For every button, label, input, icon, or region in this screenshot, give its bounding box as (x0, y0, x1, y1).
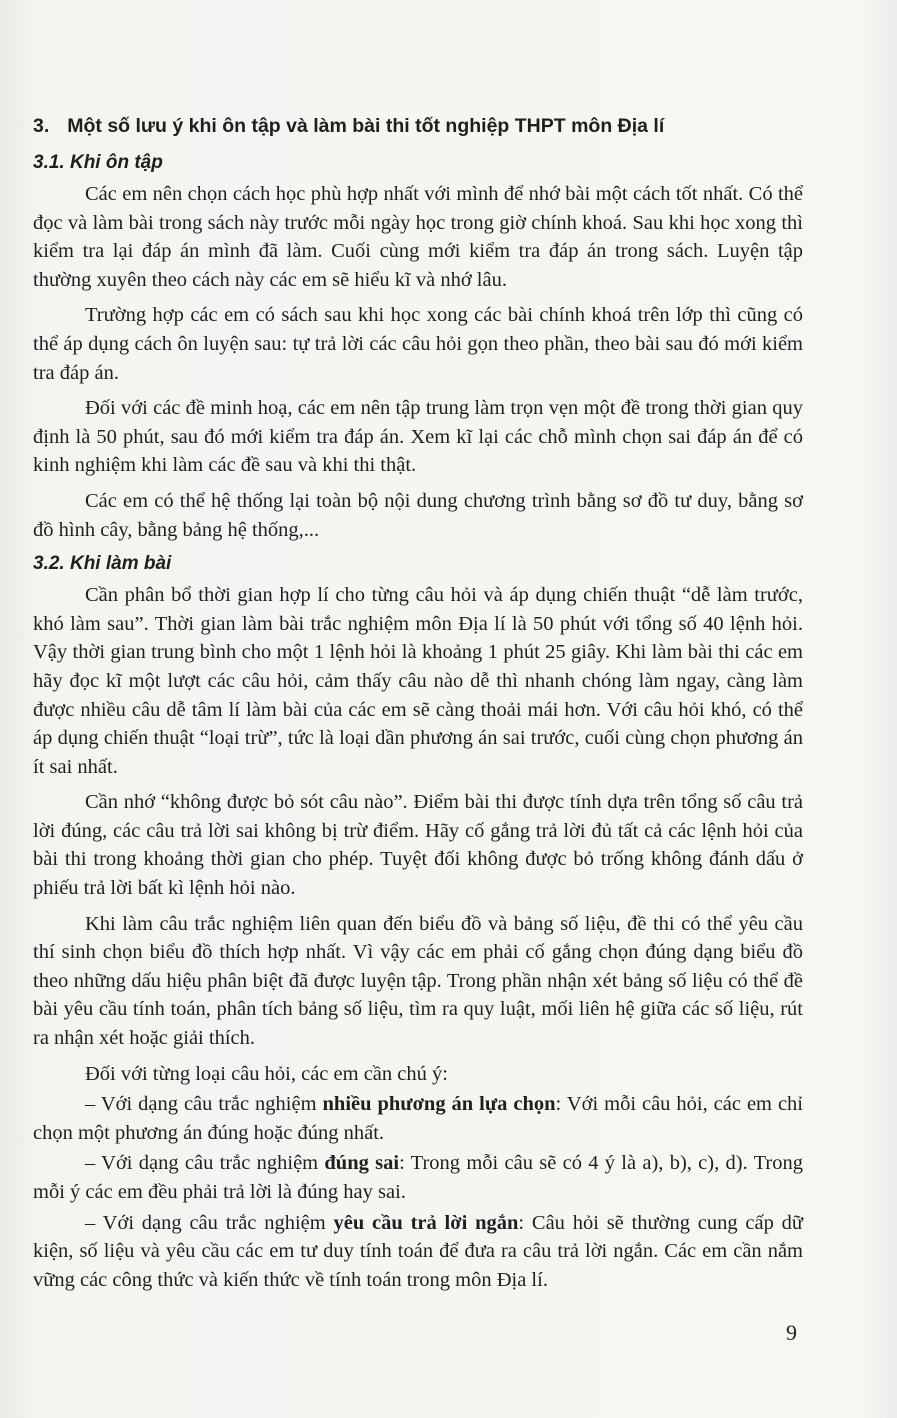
item-text: : Câu hỏi sẽ thường cung cấp dữ kiện, số liệu và yêu cầu các em tư duy tính toán để đưa ra câu trả lời ngắn. Các em cần nắm vững các công thức và kiến thức về tính toán trong môn Địa lí. (33, 1211, 804, 1291)
item-prefix: – Với dạng câu trắc nghiệm (85, 1093, 323, 1116)
question-type-item (33, 1209, 803, 1295)
page-number: 9 (786, 1320, 797, 1345)
question-type-item (33, 1149, 803, 1206)
paragraph: Khi làm câu trắc nghiệm liên quan đến biểu đồ và bảng số liệu, đề thi có thể yêu cầu thí sinh chọn biểu đồ thích hợp nhất. Vì vậy các em phải cố gắng chọn đúng dạng biểu đồ theo những dấu hiệu phân biệt đã được luyện tập. Trong phần nhận xét bảng số liệu có thể đề bài yêu cầu tính toán, phân tích bảng số liệu, tìm ra quy luật, mối liên hệ giữa các số liệu, rút ra nhận xét hoặc giải thích. (33, 912, 803, 1050)
section-number: 3. (33, 115, 50, 137)
item-bold-term: nhiều phương án lựa chọn (322, 1093, 556, 1116)
paragraph: Các em có thể hệ thống lại toàn bộ nội dung chương trình bằng sơ đồ tư duy, bằng sơ đồ hình cây, bằng bảng hệ thống,... (33, 489, 803, 541)
paragraph: Cần phân bổ thời gian hợp lí cho từng câu hỏi và áp dụng chiến thuật “dễ làm trước, khó làm sau”. Thời gian làm bài trắc nghiệm môn Địa lí là 50 phút với tổng số 40 lệnh hỏi. Vậy thời gian trung bình cho một 1 lệnh hỏi là khoảng 1 phút 25 giây. Khi làm bài thi các em hãy đọc kĩ một lượt các câu hỏi, cảm thấy câu nào dễ thì nhanh chóng làm ngay, càng làm được nhiều câu dễ tâm lí làm bài của các em sẽ càng thoải mái hơn. Với câu hỏi khó, có thể áp dụng chiến thuật “loại trừ”, tức là loại dần phương án sai trước, cuối cùng chọn phương án ít sai nhất. (33, 584, 803, 778)
paragraph: Đối với từng loại câu hỏi, các em cần chú ý: (85, 1062, 448, 1085)
item-bold-term: yêu cầu trả lời ngắn (333, 1211, 519, 1234)
question-type-item (33, 1090, 803, 1147)
item-prefix: – Với dạng câu trắc nghiệm (85, 1152, 325, 1175)
item-prefix: – Với dạng câu trắc nghiệm (85, 1211, 334, 1234)
paragraph: Đối với các đề minh hoạ, các em nên tập trung làm trọn vẹn một đề trong thời gian quy định là 50 phút, sau đó mới kiểm tra đáp án. Xem kĩ lại các chỗ mình chọn sai đáp án để có kinh nghiệm khi làm các đề sau và khi thi thật. (33, 397, 803, 477)
item-bold-term: đúng sai (324, 1152, 400, 1175)
subsection-1-title: 3.1. Khi ôn tập (33, 152, 163, 173)
item-text: : Trong mỗi câu sẽ có 4 ý là a), b), c), d). Trong mỗi ý các em đều phải trả lời là đúng hay sai. (33, 1152, 803, 1203)
item-text: : Với mỗi câu hỏi, các em chỉ chọn một phương án đúng hoặc đúng nhất. (33, 1093, 803, 1144)
paragraph: Cần nhớ “không được bỏ sót câu nào”. Điểm bài thi được tính dựa trên tổng số câu trả lời đúng, các câu trả lời sai không bị trừ điểm. Hãy cố gắng trả lời đủ tất cả các lệnh hỏi của bài thi trong khoảng thời gian cho phép. Tuyệt đối không được bỏ trống không đánh dấu ở phiếu trả lời bất kì lệnh hỏi nào. (33, 791, 803, 900)
paragraph: Các em nên chọn cách học phù hợp nhất với mình để nhớ bài một cách tốt nhất. Có thể đọc và làm bài trong sách này trước mỗi ngày học trong giờ chính khoá. Sau khi học xong thì kiểm tra lại đáp án mình đã làm. Cuối cùng mới kiểm tra đáp án trong sách. Luyện tập thường xuyên theo cách này các em sẽ hiểu kĩ và nhớ lâu. (33, 183, 803, 291)
section-heading (33, 112, 803, 140)
paragraph: Trường hợp các em có sách sau khi học xong các bài chính khoá trên lớp thì cũng có thể áp dụng cách ôn luyện sau: tự trả lời các câu hỏi gọn theo phần, theo bài sau đó mới kiểm tra đáp án. (33, 304, 803, 384)
subsection-2-title: 3.2. Khi làm bài (33, 553, 172, 575)
section-title: Một số lưu ý khi ôn tập và làm bài thi tốt nghiệp THPT môn Địa lí (67, 115, 665, 137)
page-content (33, 112, 803, 1296)
